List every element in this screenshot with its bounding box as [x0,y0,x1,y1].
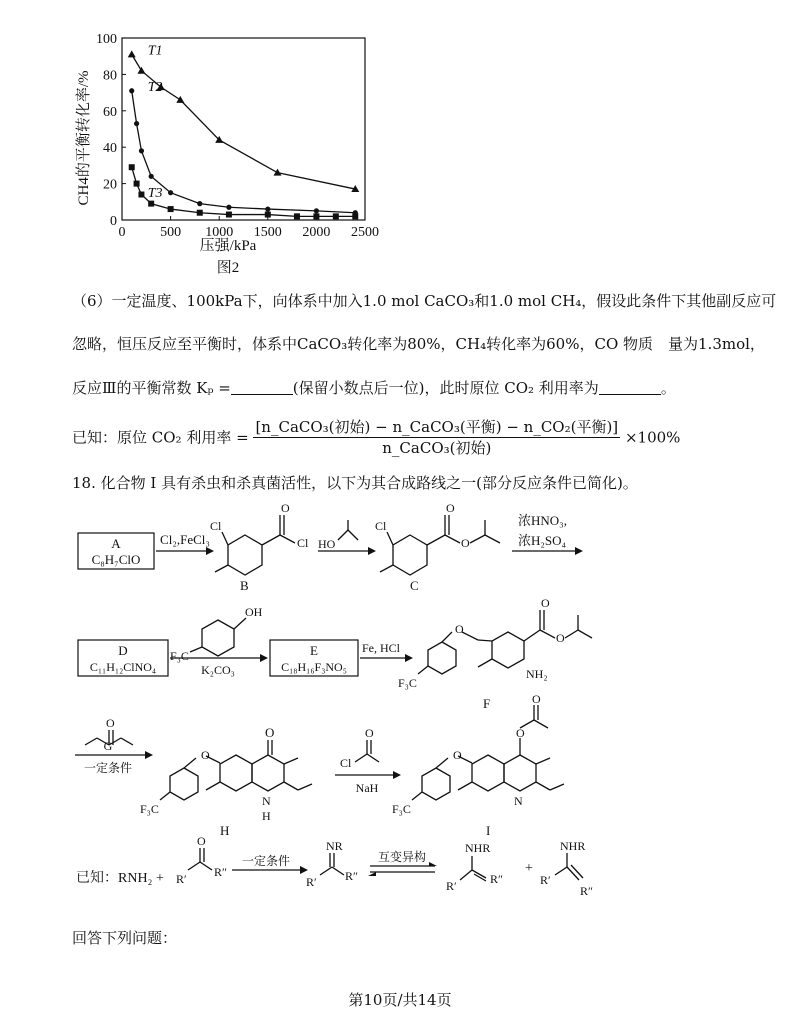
x-tick-label: 2500 [351,225,379,240]
svg-text:Cl: Cl [210,519,222,533]
point-T2 [197,201,202,206]
point-T3 [138,192,144,198]
svg-text:O: O [541,596,550,610]
x-tick-label: 0 [118,225,126,240]
point-T2 [139,148,144,153]
label-f: F [483,696,491,711]
reagent-cl2-fecl3: Cl₂,FeCl₃ [160,532,210,547]
svg-text:O: O [516,726,525,740]
point-T2 [265,206,270,211]
point-T3 [134,181,140,187]
compound-d-formula: C₁₁H₁₂ClNO₄ [89,660,157,674]
synthesis-scheme [0,500,800,900]
condition-h: 一定条件 [83,761,133,775]
svg-text:O: O [453,748,462,762]
point-T1 [176,96,184,103]
page-number: 第10页/共14页 [348,991,452,1009]
svg-text:O: O [556,631,565,645]
x-tick-label: 1500 [253,225,282,240]
point-T3 [226,212,232,218]
svg-text:O: O [365,726,374,740]
svg-text:+: + [525,861,533,876]
series-label-T3: T3 [147,186,163,202]
chart-caption: 图2 [216,260,240,276]
point-T3 [313,213,319,219]
series-line-T3 [132,167,356,216]
label-b: B [240,578,249,593]
series-label-T2: T2 [147,79,163,95]
q6-line1: （6）一定温度、100kPa下，向体系中加入1.0 mol CaCO₃和1.0 mol CH₄，假设此条件下其他副反应可 [72,292,777,310]
y-tick-label: 20 [103,177,117,193]
svg-text:NHR: NHR [465,841,491,855]
x-tick-label: 2000 [302,225,331,240]
svg-text:NR: NR [326,839,343,853]
point-T3 [352,213,358,219]
reagent-g-label: G [103,739,113,753]
svg-text:OH: OH [245,605,263,619]
point-T1 [137,67,145,74]
reagent-isopropanol: HO [318,537,336,551]
svg-text:F₃C: F₃C [170,649,189,663]
x-tick-label: 500 [160,225,182,240]
svg-text:Cl: Cl [297,536,309,550]
label-c: C [410,578,419,593]
y-tick-label: 100 [96,32,117,47]
label-h: H [220,823,230,838]
point-T2 [168,190,173,195]
svg-text:O: O [461,536,470,550]
point-T2 [134,121,139,126]
svg-text:O: O [532,692,541,706]
svg-text:D: D [118,643,128,658]
svg-text:O: O [281,501,290,515]
point-T1 [274,169,282,176]
svg-text:R″: R″ [490,872,504,886]
point-T3 [294,213,300,219]
point-T2 [129,88,134,93]
x-tick-label: 1000 [205,225,234,240]
series-line-T1 [132,54,356,189]
compound-a-formula: C₈H₇ClO [91,552,141,567]
svg-text:O: O [197,834,206,848]
svg-text:R′: R′ [540,873,551,887]
point-T3 [129,164,135,170]
utilization-fraction [253,418,620,457]
answer-prompt: 回答下列问题： [72,929,178,947]
point-T2 [314,208,319,213]
compound-a-label: A [111,536,121,551]
series-line-T2 [132,91,356,213]
svg-text:R″: R″ [214,865,228,879]
known-reaction-label: 已知：RNH₂ + [76,871,164,886]
svg-text:E: E [310,643,318,658]
q6-known-formula [72,418,680,457]
svg-text:Cl: Cl [375,519,387,533]
svg-text:N: N [262,794,271,808]
q18-intro: 18. 化合物 I 具有杀虫和杀真菌活性，以下为其合成路线之一(部分反应条件已简化)。 [72,474,638,492]
reagent-fe-hcl: Fe, HCl [362,641,401,655]
reagent-hno3: 浓HNO₃, [518,513,567,528]
chart-xlabel: 压强/kPa [199,238,257,254]
tautomer-label: 互变异构 [377,850,427,864]
svg-text:N: N [514,794,523,808]
svg-text:O: O [201,748,210,762]
q6-line3: 反应Ⅲ的平衡常数 Kₚ = (保留小数点后一位)，此时原位 CO₂ 利用率为 。 [72,379,676,397]
svg-text:R′: R′ [176,872,187,886]
series-label-T1: T1 [147,43,163,59]
known-condition: 一定条件 [241,854,291,868]
point-T2 [226,205,231,210]
y-tick-label: 80 [103,68,117,84]
svg-text:O: O [455,622,464,636]
q6-line2: 忽略，恒压反应至平衡时，体系中CaCO₃转化率为80%，CH₄转化率为60%，CO 物质 量为1.3mol， [72,335,765,353]
compound-i-structure [412,705,564,800]
svg-text:NHR: NHR [560,839,586,853]
compound-e-formula: C₁₈H₁₆F₃NO₅ [281,660,347,674]
times-100: ×100% [624,428,681,447]
compound-b-structure [215,515,295,575]
co2-utilization-blank[interactable] [599,379,661,395]
kp-answer-blank[interactable] [231,379,293,395]
point-T1 [128,50,136,57]
reagent-h2so4: 浓H₂SO₄ [518,533,567,548]
known-label: 已知：原位 CO₂ 利用率 = [72,428,249,447]
q6-co2-text: (保留小数点后一位)，此时原位 CO₂ 利用率为 [292,379,599,397]
equilibrium-conversion-chart [60,20,400,280]
svg-text:F₃C: F₃C [140,802,159,816]
svg-text:O: O [106,716,115,730]
compound-c-structure [380,515,500,575]
phenol-reagent-structure [190,618,246,656]
svg-text:O: O [446,501,455,515]
y-tick-label: 40 [103,141,117,157]
point-T3 [197,210,203,216]
point-T3 [333,213,339,219]
svg-text:R′: R′ [446,879,457,893]
svg-text:O: O [265,725,275,740]
point-T3 [168,206,174,212]
q6-kp-text: 反应Ⅲ的平衡常数 Kₚ = [72,379,231,397]
chart-ylabel: CH4的平衡转化率/% [76,70,92,206]
compound-f-structure [418,610,592,674]
point-T2 [149,174,154,179]
svg-text:R″: R″ [580,884,594,898]
svg-text:H: H [262,809,271,823]
label-i: I [486,823,491,838]
point-T3 [265,212,271,218]
svg-text:Cl: Cl [340,756,352,770]
svg-text:F₃C: F₃C [398,676,417,690]
y-tick-label: 60 [103,104,117,120]
compound-h-structure [160,740,312,800]
fraction-denominator: n_CaCO₃(初始) [382,439,492,457]
fraction-numerator: [n_CaCO₃(初始) − n_CaCO₃(平衡) − n_CO₂(平衡)] [255,418,619,436]
svg-text:F₃C: F₃C [392,802,411,816]
point-T3 [148,201,154,207]
y-tick-label: 0 [110,214,117,229]
reagent-nah: NaH [355,781,379,795]
svg-text:NH₂: NH₂ [526,667,548,681]
svg-text:R″: R″ [345,869,359,883]
svg-text:R′: R′ [306,875,317,889]
reagent-k2co3: K₂CO₃ [201,663,235,677]
